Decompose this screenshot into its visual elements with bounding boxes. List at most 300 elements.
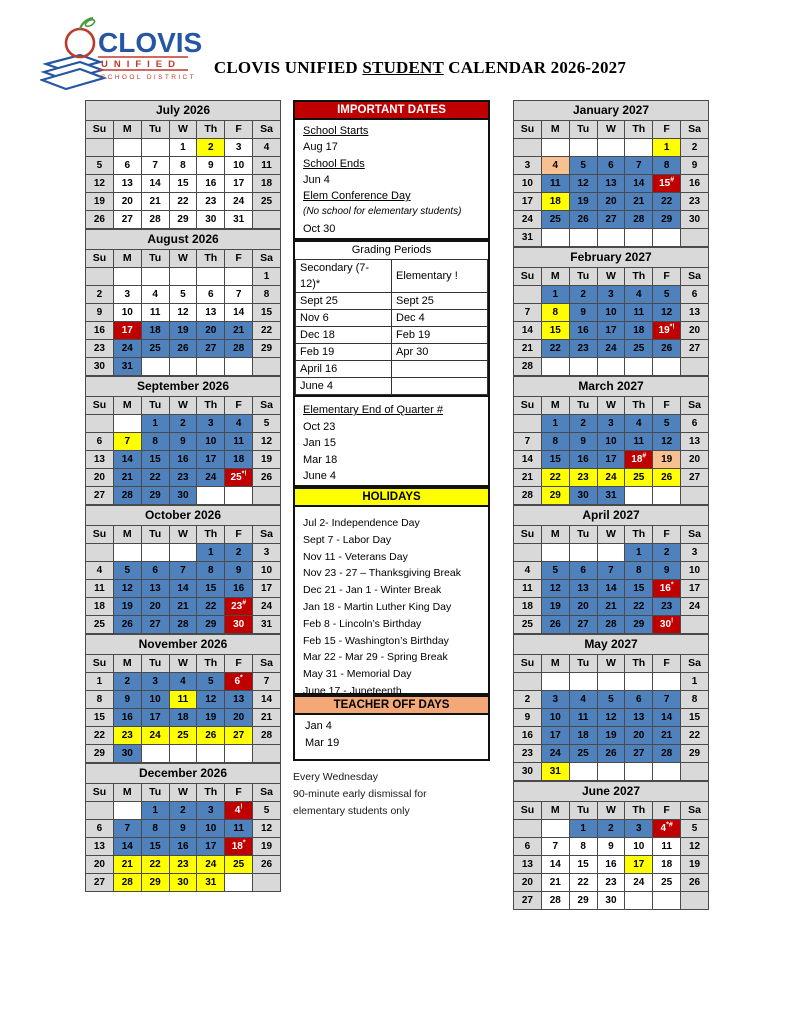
list-item: Sept 7 - Labor Day [303,533,392,546]
day-of-week-header: M [541,526,569,544]
day-cell: 16 [169,838,197,856]
day-cell [597,544,625,562]
day-of-week-header: M [541,268,569,286]
day-cell: 25 [514,616,542,634]
day-cell: 23 [197,193,225,211]
day-cell [141,268,169,286]
day-cell: 17 [597,451,625,469]
day-cell: 27 [681,340,709,358]
day-of-week-header: Tu [141,784,169,802]
day-cell: 25 [86,616,114,634]
list-item: Feb 8 - Lincoln’s Birthday [303,617,422,630]
day-cell: 7 [541,838,569,856]
day-cell: 18 [169,709,197,727]
day-cell: 13 [681,304,709,322]
list-item: Nov 23 - 27 – Thanksgiving Break [303,567,461,580]
left-month-column [85,100,281,892]
day-cell: 27 [225,727,253,745]
day-cell: 25 [625,469,653,487]
day-of-week-header: W [597,121,625,139]
day-cell: 8 [681,691,709,709]
day-cell: 4 [169,673,197,691]
day-cell: 10 [141,691,169,709]
day-cell: 20 [113,193,141,211]
day-cell: 28 [113,487,141,505]
day-cell: 16 [169,451,197,469]
day-cell: 23 [653,598,681,616]
day-cell: 2 [197,139,225,157]
day-cell: 5 [86,157,114,175]
day-cell [597,139,625,157]
day-of-week-header: Sa [681,397,709,415]
day-cell [541,673,569,691]
title-part-underlined: STUDENT [362,58,444,77]
day-cell: 14 [653,709,681,727]
day-cell: 29 [681,745,709,763]
day-cell: 9 [86,304,114,322]
day-cell: 2 [569,286,597,304]
day-cell [681,892,709,910]
day-cell: 30! [653,616,681,634]
grading-cell: June 4 [296,378,392,395]
day-cell: 26 [113,616,141,634]
day-cell [113,139,141,157]
day-cell: 9 [569,304,597,322]
day-cell: 21 [113,856,141,874]
day-cell: 17 [225,175,253,193]
day-cell: 13 [86,451,114,469]
day-cell: 18 [541,193,569,211]
list-item: Jan 18 - Martin Luther King Day [303,600,452,613]
day-of-week-header: Sa [253,397,281,415]
day-cell: 22 [541,340,569,358]
day-cell [569,673,597,691]
day-of-week-header: F [653,121,681,139]
day-cell: 2 [569,415,597,433]
day-of-week-header: Su [86,526,114,544]
day-cell: 11 [86,580,114,598]
day-cell: 19 [681,856,709,874]
day-cell [625,358,653,376]
day-cell: 29 [141,487,169,505]
day-cell: 19 [113,598,141,616]
day-cell: 10 [253,562,281,580]
day-cell: 8 [541,304,569,322]
logo-school-district: SCHOOL DISTRICT [101,74,196,81]
day-cell: 26 [653,469,681,487]
day-of-week-header: W [169,397,197,415]
day-cell: 17 [597,322,625,340]
day-cell: 3 [225,139,253,157]
day-cell: 3 [197,415,225,433]
day-cell: 4! [225,802,253,820]
day-cell: 31 [197,874,225,892]
day-cell [569,763,597,781]
day-cell: 8 [197,562,225,580]
list-item: Nov 11 - Veterans Day [303,550,408,563]
list-item: June 4 [303,470,337,482]
day-cell: 13 [141,580,169,598]
day-of-week-header: Sa [253,526,281,544]
month-title: November 2026 [86,635,281,655]
day-cell: 22 [197,598,225,616]
day-cell: 30 [169,487,197,505]
day-cell [141,139,169,157]
day-cell: 1 [141,415,169,433]
day-of-week-header: M [113,655,141,673]
day-of-week-header: Tu [569,268,597,286]
day-cell: 9 [169,433,197,451]
month-calendar-september-2026 [85,376,281,505]
day-cell: 15 [86,709,114,727]
day-cell: 19 [86,193,114,211]
day-cell: 30 [225,616,253,634]
day-of-week-header: F [225,655,253,673]
day-of-week-header: Su [86,250,114,268]
day-cell [253,745,281,763]
month-calendar-january-2027 [513,100,709,247]
day-cell: 3 [625,820,653,838]
day-cell: 1 [169,139,197,157]
day-of-week-header: Su [86,397,114,415]
day-cell: 30 [569,487,597,505]
day-of-week-header: Sa [681,268,709,286]
list-item: Every Wednesday [293,771,379,783]
day-of-week-header: Th [197,397,225,415]
month-title: May 2027 [514,635,709,655]
day-cell [514,286,542,304]
day-cell: 7 [653,691,681,709]
day-cell: 28 [113,874,141,892]
day-cell: 5 [253,802,281,820]
day-cell: 20 [569,598,597,616]
day-cell: 13 [625,709,653,727]
day-cell: 25 [225,856,253,874]
grading-cell: Nov 6 [296,310,392,327]
month-calendar-april-2027 [513,505,709,634]
grading-cell: April 16 [296,361,392,378]
day-of-week-header: Su [86,655,114,673]
day-cell: 9 [653,562,681,580]
day-cell [597,358,625,376]
day-cell: 1 [681,673,709,691]
day-cell: 23# [225,598,253,616]
day-cell: 23 [569,340,597,358]
day-cell: 1 [197,544,225,562]
teacher-off-days-header: TEACHER OFF DAYS [293,695,490,715]
day-cell: 28 [653,745,681,763]
day-cell: 24 [625,874,653,892]
day-cell: 21 [597,598,625,616]
day-of-week-header: Th [197,250,225,268]
day-cell: 6 [86,820,114,838]
day-cell: 15# [653,175,681,193]
day-cell: 16 [197,175,225,193]
day-cell [541,820,569,838]
day-cell: 2 [597,820,625,838]
day-cell: 18 [625,322,653,340]
day-of-week-header: W [597,526,625,544]
day-cell: 25 [625,340,653,358]
month-title: January 2027 [514,101,709,121]
day-of-week-header: M [113,526,141,544]
day-cell [681,358,709,376]
day-of-week-header: Tu [569,655,597,673]
day-cell: 30 [681,211,709,229]
day-cell: 9 [225,562,253,580]
day-cell: 29 [169,211,197,229]
grading-cell: Feb 19 [296,344,392,361]
grading-periods-box [293,240,490,397]
day-cell [625,487,653,505]
day-cell: 11 [541,175,569,193]
day-cell: 2 [113,673,141,691]
day-cell: 10 [113,304,141,322]
important-date: Jun 4 [303,173,330,186]
day-cell: 12 [653,304,681,322]
day-cell: 22 [569,874,597,892]
day-cell [514,673,542,691]
day-cell [113,415,141,433]
day-cell: 5 [681,820,709,838]
day-cell: 14 [113,838,141,856]
logo-name: CLOVIS [98,27,203,58]
day-of-week-header: M [113,784,141,802]
day-cell [225,358,253,376]
list-item: Jan 4 [305,720,332,732]
day-cell: 26 [197,727,225,745]
month-title: September 2026 [86,377,281,397]
day-cell: 13 [197,304,225,322]
day-cell: 3 [113,286,141,304]
day-cell [597,763,625,781]
day-cell: 5 [653,415,681,433]
day-cell: 24 [253,598,281,616]
day-cell: 26 [86,211,114,229]
grading-cell: Feb 19 [392,327,488,344]
day-cell: 23 [169,856,197,874]
day-cell: 8 [169,157,197,175]
day-cell: 12 [253,820,281,838]
month-title: April 2027 [514,506,709,526]
day-of-week-header: Su [514,268,542,286]
day-cell: 4 [86,562,114,580]
day-cell: 27 [86,874,114,892]
day-of-week-header: Sa [253,121,281,139]
day-cell: 19 [253,451,281,469]
day-cell: 28 [141,211,169,229]
day-cell: 20 [86,469,114,487]
day-cell: 22 [86,727,114,745]
day-cell: 25 [141,340,169,358]
day-of-week-header: Th [197,655,225,673]
day-cell: 22 [625,598,653,616]
list-item: Jul 2- Independence Day [303,517,420,529]
important-label: Elem Conference Day [303,190,411,203]
day-cell: 2 [86,286,114,304]
day-cell: 20 [625,727,653,745]
day-of-week-header: Su [86,121,114,139]
day-cell: 19 [569,193,597,211]
day-cell: 7 [253,673,281,691]
month-calendar-august-2026 [85,229,281,376]
day-cell: 8 [86,691,114,709]
day-cell: 1 [541,415,569,433]
day-cell: 7 [113,820,141,838]
day-cell: 6 [625,691,653,709]
day-cell: 8 [541,433,569,451]
day-cell: 4 [514,562,542,580]
day-cell: 9 [597,838,625,856]
day-cell: 30 [169,874,197,892]
day-cell: 6 [681,415,709,433]
day-cell: 11 [653,838,681,856]
day-cell [253,211,281,229]
day-cell: 9 [569,433,597,451]
day-cell: 7 [113,433,141,451]
day-cell: 24 [541,745,569,763]
grading-col-header: Elementary ! [392,260,488,293]
grading-cell [392,378,488,395]
day-cell: 15 [141,838,169,856]
day-of-week-header: Tu [141,121,169,139]
clovis-unified-logo [40,10,205,92]
day-cell: 14 [225,304,253,322]
day-of-week-header: W [597,655,625,673]
day-of-week-header: Sa [253,250,281,268]
day-cell: 21 [514,469,542,487]
day-cell: 17 [197,451,225,469]
day-cell: 10 [625,838,653,856]
day-cell: 20 [141,598,169,616]
day-of-week-header: M [113,250,141,268]
day-cell: 20 [681,322,709,340]
holidays-header: HOLIDAYS [293,487,490,507]
month-calendar-march-2027 [513,376,709,505]
day-cell: 4 [625,286,653,304]
day-cell: 10 [197,820,225,838]
day-cell: 16 [597,856,625,874]
day-cell: 26 [653,340,681,358]
day-of-week-header: F [653,655,681,673]
list-item: Feb 15 - Washington’s Birthday [303,634,449,647]
day-cell: 13 [113,175,141,193]
day-cell: 14 [514,322,542,340]
day-cell [225,874,253,892]
day-cell: 18 [86,598,114,616]
day-cell: 11 [225,820,253,838]
day-cell [569,229,597,247]
day-cell: 25 [569,745,597,763]
day-cell: 3 [597,286,625,304]
day-cell [514,820,542,838]
day-cell: 25 [169,727,197,745]
important-note: (No school for elementary students) [303,206,462,218]
day-cell: 11 [225,433,253,451]
day-cell: 7 [169,562,197,580]
logo-unified: UNIFIED [101,59,181,70]
day-cell [225,745,253,763]
day-cell: 8 [625,562,653,580]
day-cell: 21 [141,193,169,211]
important-date: Oct 30 [303,222,336,235]
day-cell: 27 [86,487,114,505]
day-cell: 15 [541,322,569,340]
day-cell: 12 [681,838,709,856]
day-cell [625,673,653,691]
grading-cell: Sept 25 [296,293,392,310]
day-of-week-header: M [541,655,569,673]
day-of-week-header: M [541,397,569,415]
day-cell: 21 [541,874,569,892]
day-cell: 2 [169,415,197,433]
day-cell: 30 [597,892,625,910]
day-cell: 29 [86,745,114,763]
day-cell: 16 [225,580,253,598]
day-cell: 20 [197,322,225,340]
day-cell: 13 [597,175,625,193]
day-cell: 31 [514,229,542,247]
grading-cell [392,361,488,378]
day-cell [169,544,197,562]
day-cell: 30 [113,745,141,763]
day-cell: 12 [253,433,281,451]
wednesday-early-dismissal-note [293,769,490,820]
elementary-quarter-dates [303,419,480,485]
day-cell: 4 [625,415,653,433]
day-cell: 18 [514,598,542,616]
page-title [110,58,730,78]
day-cell [541,358,569,376]
day-cell: 26 [569,211,597,229]
day-cell: 16 [681,175,709,193]
day-cell: 27 [113,211,141,229]
holidays-box [293,507,490,695]
day-cell: 7 [225,286,253,304]
day-cell: 3 [514,157,542,175]
month-title: October 2026 [86,506,281,526]
day-of-week-header: F [225,784,253,802]
day-cell: 12 [653,433,681,451]
day-cell: 12 [597,709,625,727]
title-part: CLOVIS UNIFIED [213,58,363,77]
day-cell [197,358,225,376]
day-of-week-header: Tu [141,250,169,268]
day-cell [86,802,114,820]
day-of-week-header: W [597,268,625,286]
day-cell: 30 [514,763,542,781]
day-cell: 29 [625,616,653,634]
day-cell [141,358,169,376]
day-of-week-header: F [225,250,253,268]
day-cell: 14 [514,451,542,469]
day-cell: 20 [681,451,709,469]
day-cell: 30 [197,211,225,229]
day-of-week-header: W [169,655,197,673]
day-cell: 27 [569,616,597,634]
day-cell: 14 [625,175,653,193]
day-cell: 10 [514,175,542,193]
grading-cell: Dec 4 [392,310,488,327]
day-cell: 27 [141,616,169,634]
day-cell: 15 [541,451,569,469]
day-of-week-header: Sa [681,121,709,139]
day-cell: 19 [597,727,625,745]
day-of-week-header: Sa [253,655,281,673]
day-cell: 24 [197,856,225,874]
day-cell: 2 [514,691,542,709]
day-of-week-header: Tu [141,397,169,415]
